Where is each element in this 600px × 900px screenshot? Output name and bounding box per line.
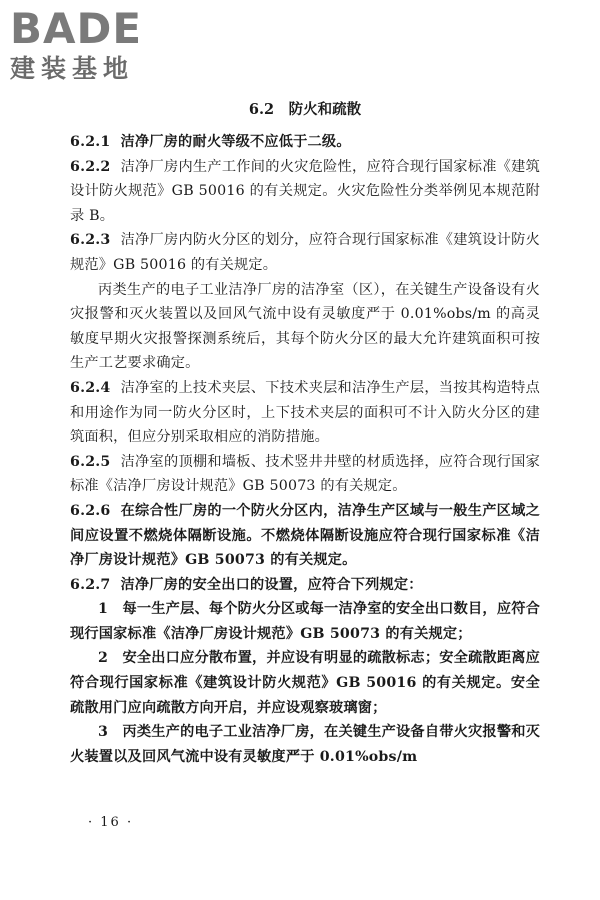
clause-text: 洁净厂房的安全出口的设置，应符合下列规定：: [120, 576, 423, 593]
clause-text: 洁净厂房内防火分区的划分，应符合现行国家标准《建筑设计防火规范》GB 50016 的有关规定。: [70, 232, 540, 273]
paragraph: [70, 228, 540, 277]
clause-number: 6.2.4: [70, 379, 111, 396]
clause-text: 3 丙类生产的电子工业洁净厂房，在关键生产设备自带火灾报警和灭火装置以及回风气流中设有灵敏度严于 0.01%obs/m: [70, 724, 540, 765]
paragraph: [70, 499, 540, 573]
document-body: [70, 100, 540, 769]
clause-number: 6.2.1: [70, 134, 111, 150]
paragraph: [70, 573, 540, 598]
paragraph: [70, 130, 540, 155]
paragraph: [70, 155, 540, 229]
clause-number: 6.2.5: [70, 453, 111, 470]
paragraph: [70, 450, 540, 499]
paragraph: [70, 376, 540, 450]
page-number: · 16 ·: [88, 815, 134, 830]
clause-number: 6.2.7: [70, 576, 111, 593]
logo-subtitle: 建装基地: [10, 54, 135, 83]
paragraph: [70, 646, 540, 720]
clause-text: 洁净室的上技术夹层、下技术夹层和洁净生产层，当按其构造特点和用途作为同一防火分区时，上下技术夹层的面积可不计入防火分区的建筑面积，但应分别采取相应的消防措施。: [70, 379, 540, 446]
paragraph-list: [70, 130, 540, 769]
paragraph: [70, 278, 540, 376]
clause-number: 6.2.6: [70, 502, 111, 519]
clause-text: 洁净室的顶棚和墙板、技术竖井井壁的材质选择，应符合现行国家标准《洁净厂房设计规范》GB 50073 的有关规定。: [70, 453, 540, 495]
clause-number: 6.2.2: [70, 158, 111, 175]
clause-text: 2 安全出口应分散布置，并应设有明显的疏散标志；安全疏散距离应符合现行国家标准《建筑设计防火规范》GB 50016 的有关规定。安全疏散用门应向疏散方向开启，并应设观察玻璃窗；: [70, 650, 540, 716]
clause-text: 在综合性厂房的一个防火分区内，洁净生产区域与一般生产区域之间应设置不燃烧体隔断设施。不燃烧体隔断设施应符合现行国家标准《洁净厂房设计规范》GB 50073 的有关规定。: [70, 502, 540, 569]
paragraph: [70, 597, 540, 646]
logo-brand: BADE: [10, 4, 143, 53]
bade-logo: [10, 6, 180, 88]
clause-number: 6.2.3: [70, 232, 111, 249]
clause-text: 洁净厂房内生产工作间的火灾危险性，应符合现行国家标准《建筑设计防火规范》GB 50016 的有关规定。火灾危险性分类举例见本规范附录 B。: [70, 158, 540, 224]
clause-text: 洁净厂房的耐火等级不应低于二级。: [120, 134, 351, 150]
clause-text: 1 每一生产层、每个防火分区或每一洁净室的安全出口数目，应符合现行国家标准《洁净厂房设计规范》GB 50073 的有关规定；: [70, 601, 540, 642]
clause-text: 丙类生产的电子工业洁净厂房的洁净室（区），在关键生产设备设有火灾报警和灭火装置以及回风气流中设有灵敏度严于 0.01%obs/m 的高灵敏度早期火灾报警探测系统后，其每个防火分区的最大允许建筑面积可按生产工艺要求确定。: [70, 281, 540, 372]
paragraph: [70, 720, 540, 769]
section-title: 6.2 防火和疏散: [248, 101, 362, 118]
